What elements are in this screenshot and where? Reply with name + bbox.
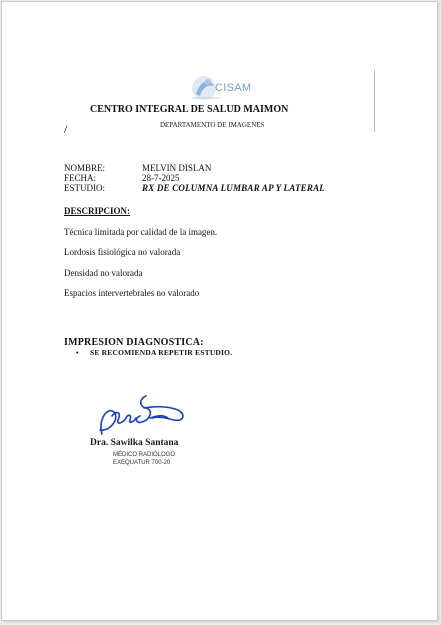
finding-line: Espacios intervertebrales no valorado (64, 288, 200, 298)
doctor-title: MÉDICO RADIÓLOGO (113, 452, 176, 458)
doctor-license: EXEQUATUR 700-20 (113, 460, 171, 466)
report-page (1, 1, 438, 621)
study-value: RX DE COLUMNA LUMBAR AP Y LATERAL (142, 183, 325, 193)
finding-line: Lordosis fisiológica no valorada (64, 247, 181, 257)
date-label: FECHA: (64, 173, 97, 183)
text-cursor-mark: / (64, 122, 68, 136)
description-heading: DESCRIPCION: (64, 206, 131, 216)
doctor-name: Dra. Sawilka Santana (90, 438, 179, 448)
institution-name: CENTRO INTEGRAL DE SALUD MAIMON (90, 104, 289, 115)
finding-line: Densidad no valorada (64, 268, 143, 278)
bullet-icon: • (76, 348, 79, 357)
study-label: ESTUDIO: (64, 183, 105, 193)
name-label: NOMBRE: (64, 163, 106, 173)
logo-text: CISAM (215, 82, 252, 94)
signature-scribble (88, 392, 192, 442)
margin-divider (374, 70, 375, 132)
name-value: MELVIN DISLAN (142, 163, 212, 173)
impression-heading: IMPRESION DIAGNOSTICA: (64, 337, 204, 348)
finding-line: Técnica limitada por calidad de la imagen. (64, 227, 218, 237)
impression-text: SE RECOMIENDA REPETIR ESTUDIO. (90, 348, 233, 357)
impression-item (76, 348, 232, 357)
department-name: DEPARTAMENTO DE IMAGENES (160, 121, 265, 129)
date-value: 28-7-2025 (142, 173, 180, 183)
